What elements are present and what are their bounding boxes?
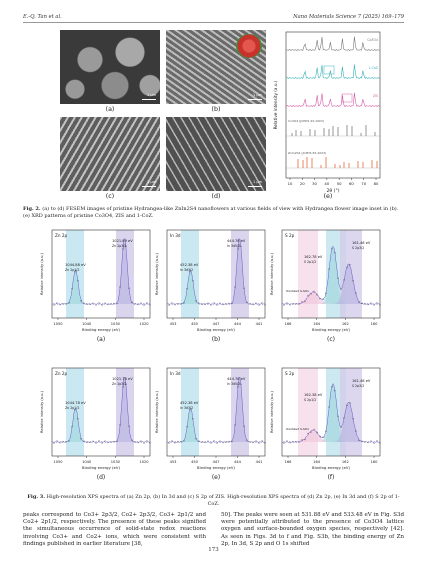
- x-tick-label: 441: [255, 322, 263, 326]
- peak-name-2: S 2p3/2: [352, 384, 365, 388]
- x-tick-label: 50: [336, 181, 342, 186]
- peak-name-1: In 3d3/2: [180, 406, 194, 410]
- data-point: [107, 304, 108, 305]
- data-point: [95, 442, 96, 443]
- data-point: [216, 442, 217, 443]
- y-axis-label: Relative intensity (a.u.): [155, 391, 159, 433]
- panel-label: (d): [96, 474, 106, 481]
- data-point: [177, 303, 178, 304]
- x-axis-label: Binding energy (eV): [312, 327, 350, 332]
- running-header-right: Nano Materials Science 7 (2025) 169–179: [293, 14, 404, 20]
- x-tick-label: 30: [312, 181, 317, 186]
- data-point: [261, 302, 262, 303]
- data-point: [171, 440, 172, 441]
- x-tick-label: 70: [361, 181, 367, 186]
- y-axis-label: Relative intensity (a.u.): [40, 391, 44, 433]
- xps-panel-f: [268, 364, 388, 482]
- reference-label: Co3O4 (JCPDS 43-1003): [288, 119, 324, 123]
- x-tick-label: 441: [255, 460, 263, 464]
- data-point: [370, 303, 371, 304]
- panel-label: (b): [211, 336, 221, 343]
- y-axis-label: Relative intensity (a.u.): [40, 253, 44, 295]
- data-point: [252, 304, 253, 305]
- x-axis-label: Binding energy (eV): [312, 465, 350, 470]
- sem-image-d: [166, 117, 266, 191]
- panel-title: Zn 2p: [55, 371, 68, 376]
- plot-frame: [286, 32, 380, 178]
- x-tick-label: 1030: [110, 460, 120, 464]
- panel-label-e: (e): [323, 193, 333, 200]
- data-point: [222, 304, 223, 305]
- x-tick-label: 162: [341, 460, 349, 464]
- data-point: [168, 443, 169, 444]
- x-tick-label: 162: [341, 322, 349, 326]
- peak-name-2: In 3d5/2: [227, 382, 241, 386]
- xps-chart: [268, 364, 388, 482]
- oxidized-label: Oxidized S-SOx: [286, 289, 310, 293]
- x-tick-label: 447: [212, 460, 220, 464]
- x-tick-label: 444: [234, 322, 241, 326]
- panel-title: Zn 2p: [55, 233, 68, 238]
- reference-label: ZnIn2S4 (JCPDS 65-2023): [288, 151, 327, 155]
- data-point: [137, 304, 138, 305]
- data-point: [174, 442, 175, 443]
- xps-chart: [153, 226, 273, 344]
- y-axis-label: Relative intensity (a.u.): [270, 253, 274, 295]
- header-rule: [23, 22, 404, 23]
- x-tick-label: 450: [191, 460, 198, 464]
- y-axis-label: Relative intensity (a.u.): [155, 253, 159, 295]
- zoom-box: [342, 94, 352, 102]
- peak-name-1: Zn 2p1/2: [65, 406, 80, 410]
- data-point: [286, 302, 287, 303]
- peak-label-2: 161.48 eV: [352, 379, 371, 383]
- peak-name-1: S 2p1/2: [304, 398, 317, 402]
- body-text-right: 50]. The peaks were seen at 531.88 eV and 533.48 eV in Fig. S3d were potentially attributed to the presence of Co3O4 lattice oxygen and surface-bounded oxygen species, respectively [42]. As seen in Figs. 3d to f and Fig. S3b, the binding energy of Zn 2p, In 3d, S 2p and O 1s shifted: [221, 512, 404, 547]
- data-point: [98, 302, 99, 303]
- x-axis-label: Binding energy (eV): [197, 327, 235, 332]
- data-point: [258, 305, 259, 306]
- data-point: [101, 304, 102, 305]
- peak-name-1: Zn 2p1/2: [65, 268, 80, 272]
- caption-label: Fig. 2.: [23, 206, 41, 212]
- data-point: [373, 443, 374, 444]
- running-header-left: E.-Q. Tan et al.: [23, 14, 62, 20]
- peak-label-2: 444.78 eV: [227, 239, 246, 243]
- peak-label-1: 162.38 eV: [304, 393, 323, 397]
- data-point: [146, 302, 147, 303]
- x-tick-label: 164: [313, 322, 321, 326]
- xrd-trace: [286, 93, 380, 107]
- data-point: [140, 441, 141, 442]
- x-axis-label: Binding energy (eV): [82, 327, 120, 332]
- data-point: [92, 303, 93, 304]
- caption-text: (a) to (d) FESEM images of pristine Hydrangea-like ZnIn2S4 nanoflowers at various fields of view with Hydrangea flower image inset in (b). (e) XRD patterns of pristine Co3O4, ZIS and 1-CoZ.: [23, 206, 399, 219]
- data-point: [53, 305, 54, 306]
- scale-label: 1 μm: [253, 93, 262, 97]
- caption-text: High-resolution XPS spectra of (a) Zn 2p, (b) In 3d and (c) S 2p of ZIS. High-resolution XPS spectra of (d) Zn 2p, (e) In 3d and (f) S 2p of 1-CoZ.: [46, 494, 400, 507]
- x-tick-label: 444: [234, 460, 241, 464]
- peak-label-1: 1044.88 eV: [65, 263, 86, 267]
- figure-3-caption: [23, 494, 404, 507]
- xps-chart: [153, 364, 273, 482]
- x-tick-label: 166: [284, 322, 292, 326]
- x-tick-label: 453: [169, 460, 177, 464]
- peak-name-2: Zn 2p3/2: [112, 244, 127, 248]
- data-point: [210, 442, 211, 443]
- x-tick-label: 450: [191, 322, 198, 326]
- peak-label-1: 1044.78 eV: [65, 401, 86, 405]
- data-point: [367, 304, 368, 305]
- x-tick-label: 60: [349, 181, 354, 186]
- x-axis-label: Binding energy (eV): [82, 465, 120, 470]
- data-point: [261, 440, 262, 441]
- xps-panel-d: [38, 364, 158, 482]
- oxidized-label: Oxidized S-SOx: [286, 427, 310, 431]
- data-point: [56, 440, 57, 441]
- x-axis-label: 2θ (°): [326, 189, 340, 194]
- data-point: [56, 302, 57, 303]
- data-point: [289, 442, 290, 443]
- xps-panel-a: [38, 226, 158, 344]
- peak-name-2: S 2p3/2: [352, 246, 365, 250]
- panel-label-d: (d): [211, 193, 221, 200]
- x-tick-label: 1040: [82, 322, 92, 326]
- peak-name-2: In 3d5/2: [227, 244, 241, 248]
- data-point: [204, 442, 205, 443]
- band: [298, 230, 318, 318]
- data-point: [104, 441, 105, 442]
- data-point: [207, 303, 208, 304]
- trace-label: Co3O4: [367, 38, 378, 42]
- xrd-trace: [286, 37, 380, 51]
- peak-name-1: S 2p1/2: [304, 260, 317, 264]
- panel-title: S 2p: [285, 233, 295, 238]
- data-point: [373, 305, 374, 306]
- zoom-box: [324, 66, 334, 74]
- peak-label-2: 1021.78 eV: [112, 377, 133, 381]
- xps-chart: [38, 364, 158, 482]
- peak-label-2: 444.78 eV: [227, 377, 246, 381]
- x-tick-label: 1030: [110, 322, 120, 326]
- data-point: [104, 303, 105, 304]
- x-tick-label: 80: [373, 181, 379, 186]
- peak-label-1: 162.78 eV: [304, 255, 323, 259]
- xps-chart: [268, 226, 388, 344]
- x-tick-label: 160: [370, 322, 378, 326]
- peak-label-2: 1021.89 eV: [112, 239, 133, 243]
- data-point: [146, 440, 147, 441]
- panel-title: In 3d: [170, 233, 181, 238]
- scale-bar: [142, 99, 156, 101]
- data-point: [101, 442, 102, 443]
- data-point: [213, 440, 214, 441]
- data-point: [171, 302, 172, 303]
- data-point: [219, 441, 220, 442]
- data-point: [62, 303, 63, 304]
- sem-image-a: [60, 30, 160, 104]
- data-point: [213, 302, 214, 303]
- data-point: [143, 305, 144, 306]
- panel-title: In 3d: [170, 371, 181, 376]
- peak-label-2: 161.48 eV: [352, 241, 371, 245]
- x-tick-label: 40: [324, 181, 330, 186]
- sem-image-b: [166, 30, 266, 104]
- y-axis-label: Relative intensity (a.u.): [270, 391, 274, 433]
- panel-label: (f): [327, 474, 335, 481]
- caption-label: Fig. 3.: [27, 494, 46, 500]
- data-point: [255, 441, 256, 442]
- peak-name-2: Zn 2p3/2: [112, 382, 127, 386]
- xrd-chart: [272, 28, 384, 196]
- x-tick-label: 166: [284, 460, 292, 464]
- panel-label: (c): [327, 336, 335, 343]
- y-axis-label: Relative intensity (a.u.): [273, 80, 278, 130]
- sem-image-c: [60, 117, 160, 191]
- peak-label-1: 452.38 eV: [180, 401, 199, 405]
- hydrangea-inset: [236, 34, 262, 58]
- data-point: [376, 302, 377, 303]
- x-tick-label: 1050: [53, 460, 63, 464]
- panel-label: (a): [96, 336, 106, 343]
- scale-label: 1 μm: [147, 180, 156, 184]
- x-tick-label: 1040: [82, 460, 92, 464]
- x-tick-label: 1020: [139, 460, 149, 464]
- panel-title: S 2p: [285, 371, 295, 376]
- data-point: [59, 442, 60, 443]
- x-axis-label: Binding energy (eV): [197, 465, 235, 470]
- peak-label-1: 452.38 eV: [180, 263, 199, 267]
- x-tick-label: 1050: [53, 322, 63, 326]
- data-point: [168, 305, 169, 306]
- panel-label-a: (a): [105, 106, 115, 113]
- scale-bar: [248, 99, 262, 101]
- data-point: [370, 441, 371, 442]
- x-tick-label: 447: [212, 322, 220, 326]
- trace-label: ZIS: [372, 94, 378, 98]
- x-tick-label: 164: [313, 460, 321, 464]
- panel-label: (e): [211, 474, 221, 481]
- data-point: [258, 443, 259, 444]
- scale-label: 1 μm: [253, 180, 262, 184]
- xps-panel-e: [153, 364, 273, 482]
- figure-2-caption: [23, 206, 404, 219]
- body-text-left: peaks correspond to Co3+ 2p3/2, Co2+ 2p3/2, Co3+ 2p1/2 and Co2+ 2p1/2, respectively. The presence of these peaks signified the simultaneous occurrence of solid-state redox reactions involving Co3+ and Co2+ ions, which were consistent with findings published in earlier literature [38,: [23, 512, 206, 547]
- xrd-trace: [286, 65, 380, 79]
- scale-label: 1 μm: [147, 93, 156, 97]
- xps-panel-c: [268, 226, 388, 344]
- band: [298, 368, 318, 456]
- x-tick-label: 10: [287, 181, 293, 186]
- x-tick-label: 453: [169, 322, 177, 326]
- trace-label: 1-CoZ: [368, 66, 378, 70]
- scale-bar: [248, 186, 262, 188]
- data-point: [216, 304, 217, 305]
- panel-label-b: (b): [211, 106, 221, 113]
- x-tick-label: 1020: [139, 322, 149, 326]
- scale-bar: [142, 186, 156, 188]
- xps-chart: [38, 226, 158, 344]
- panel-label-c: (c): [105, 193, 115, 200]
- xps-panel-b: [153, 226, 273, 344]
- peak-name-1: In 3d3/2: [180, 268, 194, 272]
- data-point: [283, 443, 284, 444]
- data-point: [113, 441, 114, 442]
- x-tick-label: 20: [299, 181, 305, 186]
- x-tick-label: 160: [370, 460, 378, 464]
- page-number: 173: [208, 547, 219, 553]
